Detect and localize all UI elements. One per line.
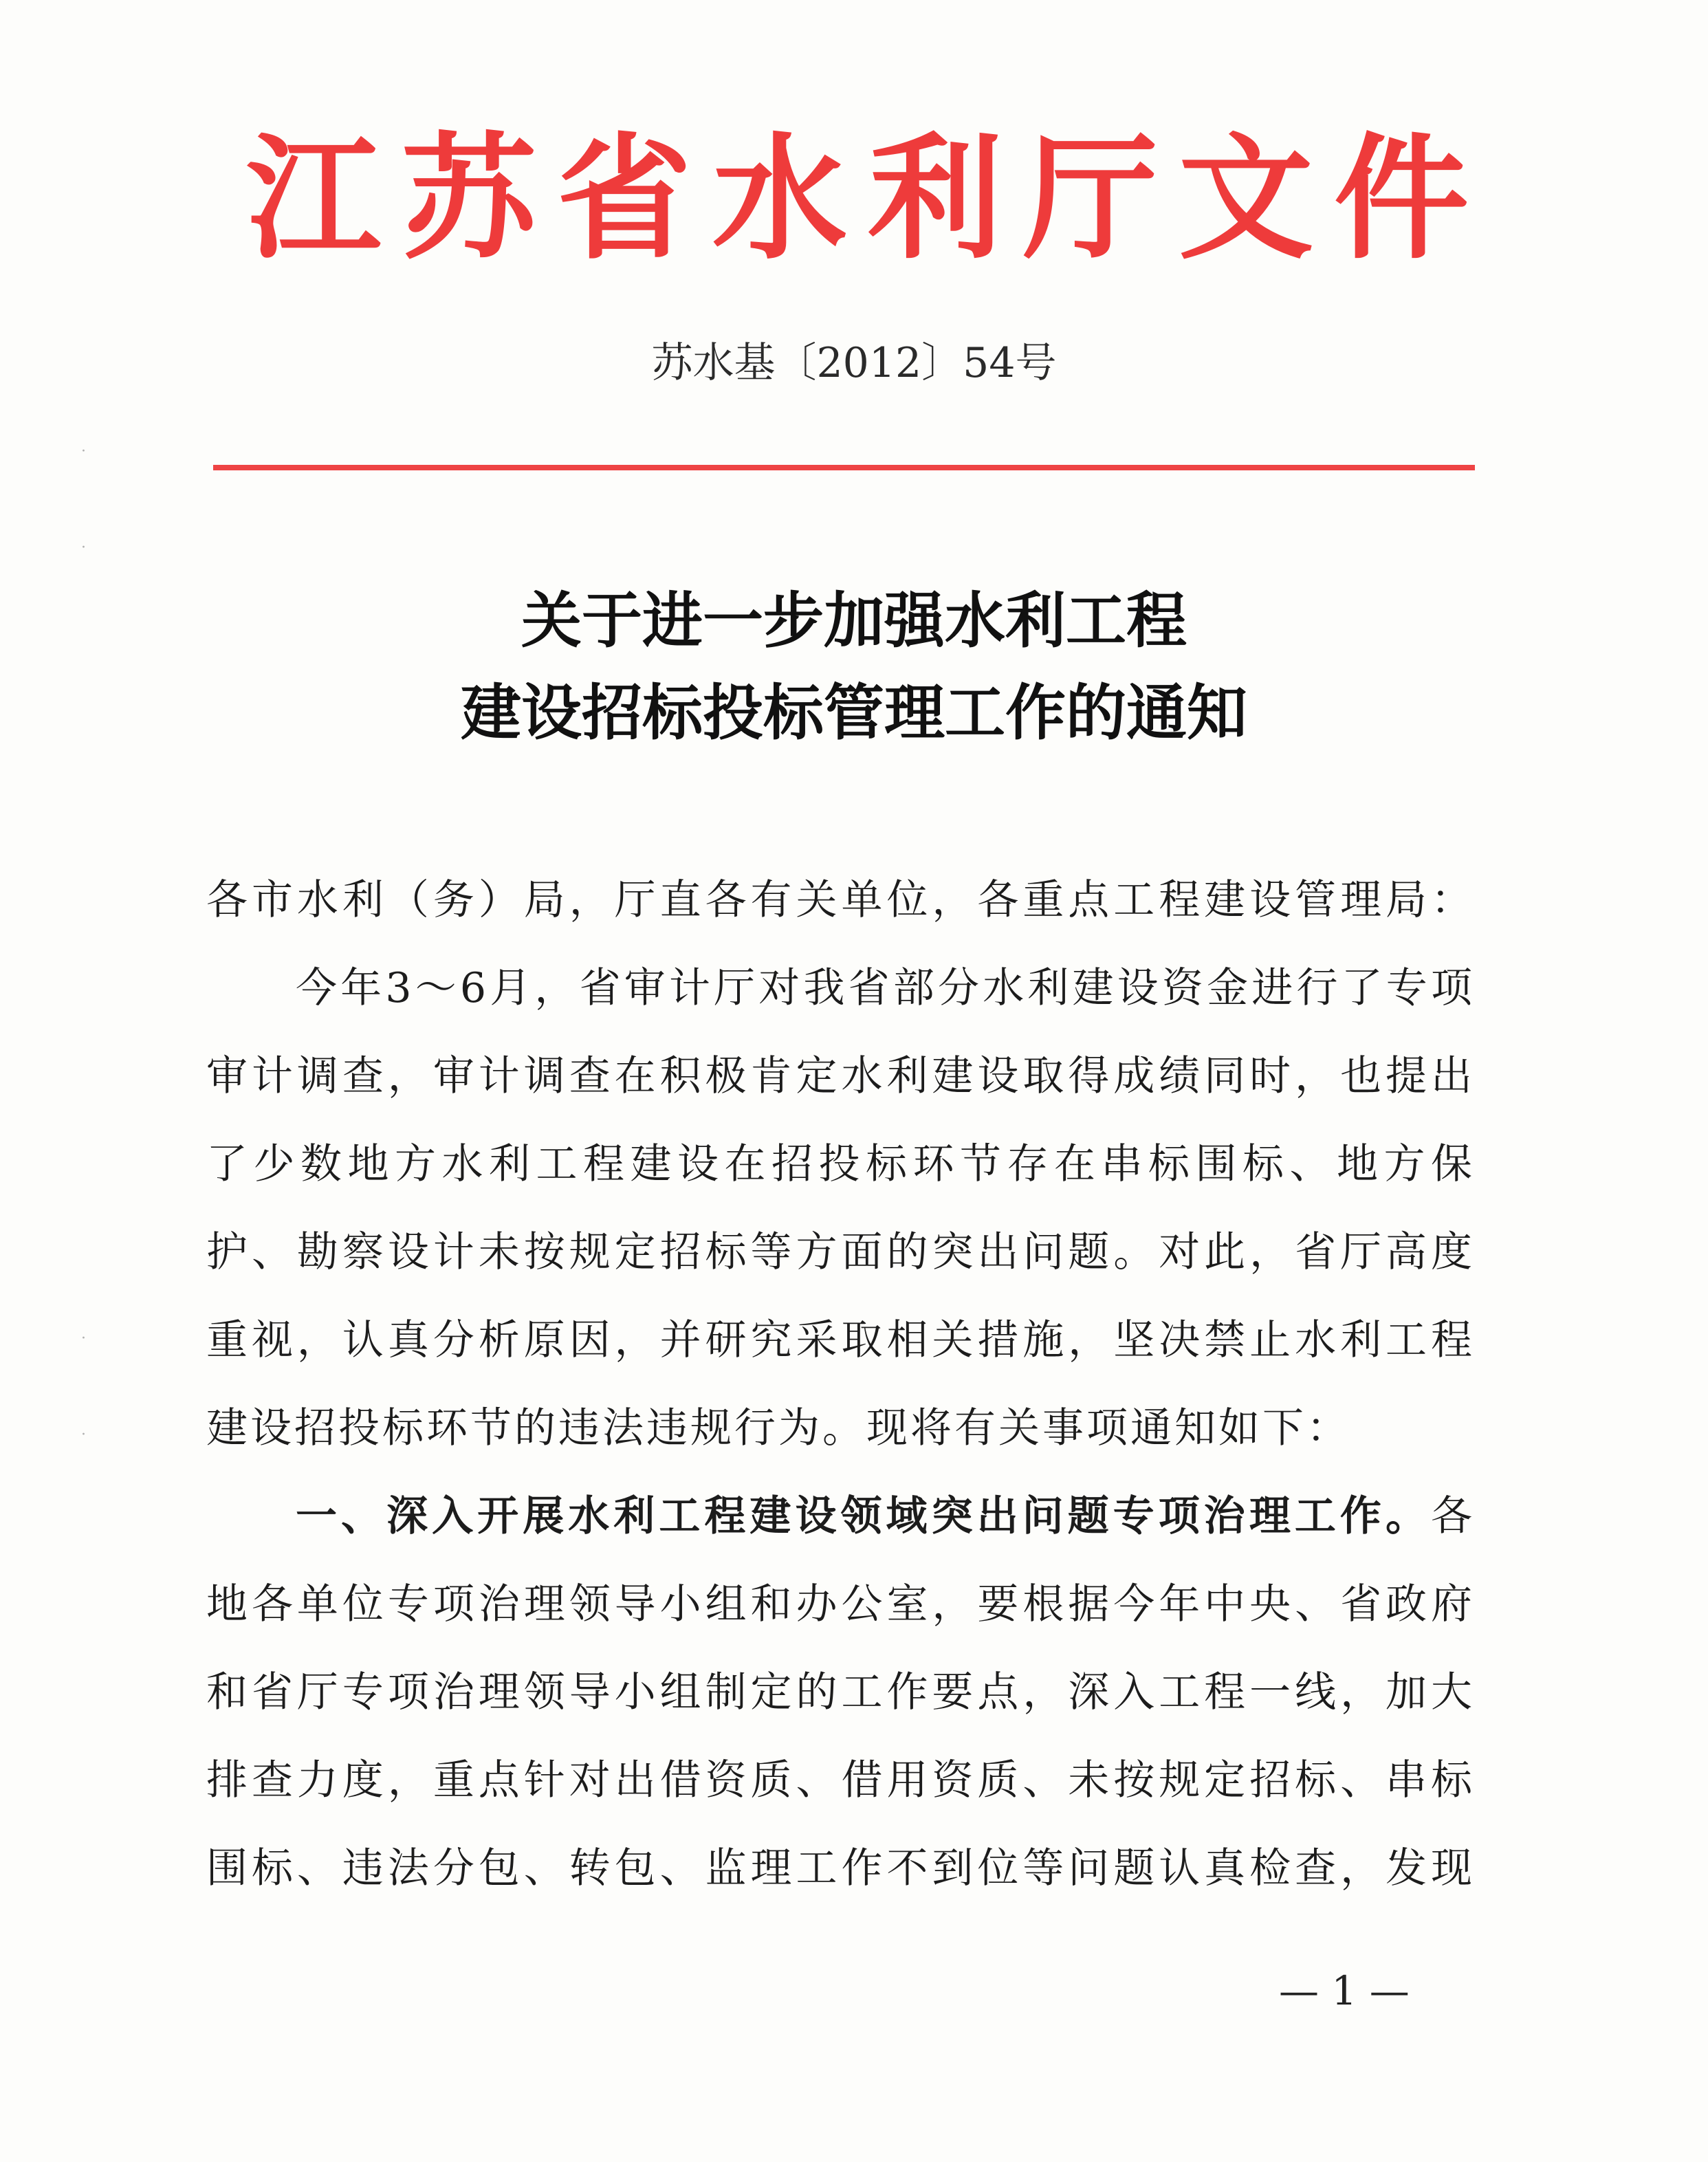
scan-speck: · bbox=[81, 539, 86, 556]
section-1-heading: 一、深入开展水利工程建设领域突出问题专项治理工作。 bbox=[296, 1492, 1431, 1540]
paragraph-1-line: 审计调查，审计调查在积极肯定水利建设取得成绩同时，也提出 bbox=[206, 1052, 1475, 1100]
paragraph-1-line: 护、勘察设计未按规定招标等方面的突出问题。对此，省厅高度 bbox=[206, 1228, 1475, 1276]
scan-speck: · bbox=[81, 443, 86, 460]
paragraph-2-line: 排查力度，重点针对出借资质、借用资质、未按规定招标、串标 bbox=[206, 1756, 1475, 1804]
paragraph-2-line: 和省厅专项治理领导小组制定的工作要点，深入工程一线，加大 bbox=[206, 1668, 1475, 1716]
title-line-2: 建设招标投标管理工作的通知 bbox=[460, 677, 1247, 748]
paragraph-1-line: 了少数地方水利工程建设在招投标环节存在串标围标、地方保 bbox=[206, 1140, 1475, 1188]
paragraph-1-line: 重视，认真分析原因，并研究采取相关措施，坚决禁止水利工程 bbox=[206, 1316, 1475, 1364]
issuer-masthead: 江苏省水利厅文件 bbox=[245, 121, 1489, 278]
section-1-heading-line bbox=[206, 1472, 1475, 1560]
salutation: 各市水利（务）局，厅直各有关单位，各重点工程建设管理局： bbox=[206, 876, 1475, 924]
document-title bbox=[0, 575, 1708, 759]
scan-speck: · bbox=[81, 1330, 86, 1347]
paragraph-1-line: 建设招投标环节的违法违规行为。现将有关事项通知如下： bbox=[206, 1404, 1350, 1452]
title-line-1: 关于进一步加强水利工程 bbox=[521, 585, 1187, 656]
document-number: 苏水基〔2012〕54号 bbox=[651, 339, 1057, 387]
page-number: — 1 — bbox=[1279, 1967, 1410, 2014]
section-1-heading-tail: 各 bbox=[1431, 1492, 1475, 1540]
paragraph-2-line: 地各单位专项治理领导小组和办公室，要根据今年中央、省政府 bbox=[206, 1580, 1475, 1628]
red-separator-line bbox=[213, 465, 1475, 470]
paragraph-1-line: 今年3～6月，省审计厅对我省部分水利建设资金进行了专项 bbox=[296, 964, 1475, 1012]
paragraph-2-line: 围标、违法分包、转包、监理工作不到位等问题认真检查，发现 bbox=[206, 1844, 1475, 1892]
document-body bbox=[206, 856, 1475, 1912]
scan-speck: · bbox=[81, 1426, 86, 1443]
